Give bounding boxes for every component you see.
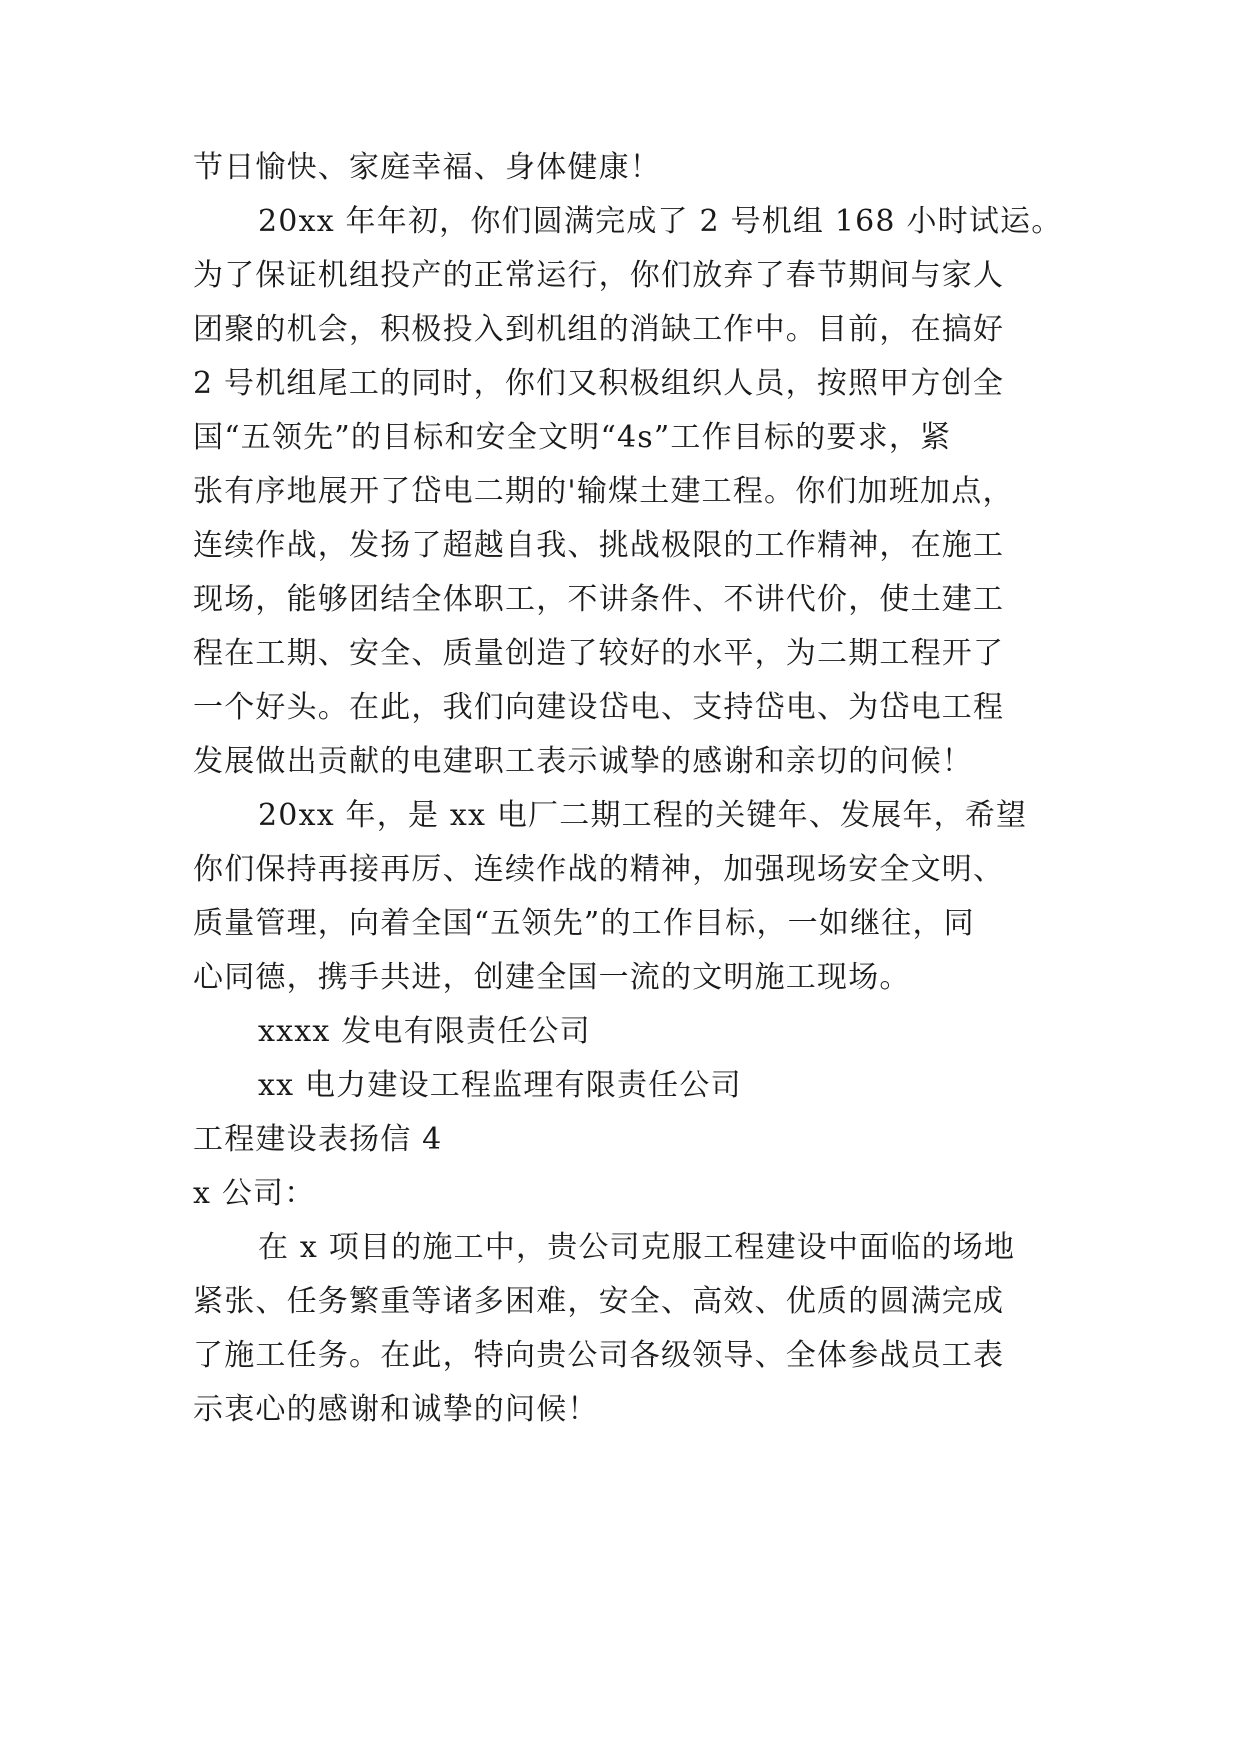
section-heading: 工程建设表扬信 4	[193, 1122, 443, 1157]
text-line: 现场，能够团结全体职工，不讲条件、不讲代价，使土建工	[193, 582, 1005, 617]
text-line: 节日愉快、家庭幸福、身体健康！	[193, 150, 661, 185]
text-line: 2 号机组尾工的同时，你们又积极组织人员，按照甲方创全	[193, 366, 1005, 401]
text-line: 为了保证机组投产的正常运行，你们放弃了春节期间与家人	[193, 258, 1005, 293]
text-line: 质量管理，向着全国“五领先”的工作目标，一如继往，同	[193, 906, 975, 941]
paragraph-start-line: 20xx 年，是 xx 电厂二期工程的关键年、发展年，希望	[258, 798, 1028, 833]
text-line: 了施工任务。在此，特向贵公司各级领导、全体参战员工表	[193, 1338, 1005, 1373]
text-line: 一个好头。在此，我们向建设岱电、支持岱电、为岱电工程	[193, 690, 1005, 725]
text-line: 团聚的机会，积极投入到机组的消缺工作中。目前，在搞好	[193, 312, 1005, 347]
text-line: 示衷心的感谢和诚挚的问候！	[193, 1392, 599, 1427]
text-line: 国“五领先”的目标和安全文明“4s”工作目标的要求，紧	[193, 420, 952, 455]
signature-company-2: xx 电力建设工程监理有限责任公司	[258, 1068, 742, 1103]
text-line: 发展做出贡献的电建职工表示诚挚的感谢和亲切的问候！	[193, 744, 973, 779]
paragraph-start-line: 20xx 年年初，你们圆满完成了 2 号机组 168 小时试运。	[258, 204, 1063, 239]
paragraph-start-line: 在 x 项目的施工中，贵公司克服工程建设中面临的场地	[258, 1230, 1016, 1265]
text-line: 连续作战，发扬了超越自我、挑战极限的工作精神，在施工	[193, 528, 1005, 563]
signature-company-1: xxxx 发电有限责任公司	[258, 1014, 591, 1049]
text-line: 程在工期、安全、质量创造了较好的水平，为二期工程开了	[193, 636, 1005, 671]
text-line: 张有序地展开了岱电二期的'输煤土建工程。你们加班加点，	[193, 474, 1014, 509]
salutation: x 公司：	[193, 1176, 316, 1211]
text-line: 你们保持再接再厉、连续作战的精神，加强现场安全文明、	[193, 852, 1005, 887]
text-line: 紧张、任务繁重等诸多困难，安全、高效、优质的圆满完成	[193, 1284, 1005, 1319]
text-line: 心同德，携手共进，创建全国一流的文明施工现场。	[193, 960, 911, 995]
